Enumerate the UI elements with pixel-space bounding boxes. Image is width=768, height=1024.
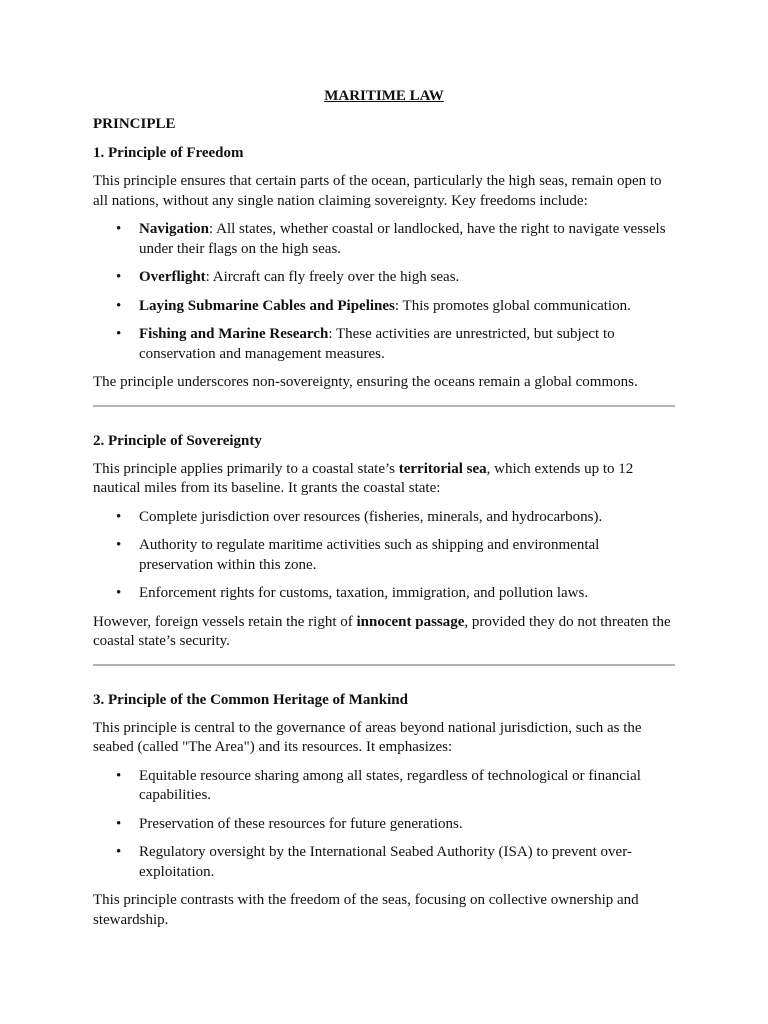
list-item: [93, 536, 675, 575]
section-principle-of-sovereignty: [93, 431, 675, 652]
section-intro: [93, 460, 675, 499]
list-item-text: Complete jurisdiction over resources (fisheries, minerals, and hydrocarbons).: [139, 508, 603, 525]
list-item: [93, 268, 675, 288]
list-item-text: : This promotes global communication.: [394, 297, 631, 314]
list-item-text: Equitable resource sharing among all states, regardless of technological or financial capabilities.: [139, 767, 641, 803]
intro-text: This principle applies primarily to a coastal state’s: [93, 460, 399, 477]
section-common-heritage: [93, 690, 675, 931]
section-conclusion: The principle underscores non-sovereignty, ensuring the oceans remain a global commons.: [93, 374, 638, 390]
section-conclusion: This principle contrasts with the freedom of the seas, focusing on collective ownership and stewardship.: [93, 892, 639, 928]
intro-text: , which extends up to 12 nautical miles from its baseline. It grants the coastal state:: [93, 460, 634, 496]
section-label: PRINCIPLE: [93, 116, 176, 132]
section-heading: 1. Principle of Freedom: [93, 145, 244, 161]
section-heading: 3. Principle of the Common Heritage of Mankind: [93, 691, 408, 708]
list-item-text: : All states, whether coastal or landlocked, have the right to navigate vessels under their flags on the high seas.: [139, 221, 666, 257]
list-item: [93, 297, 675, 317]
bullet-icon: •: [116, 508, 122, 525]
list-item: [93, 220, 675, 259]
list-item-term: Fishing and Marine Research: [139, 326, 329, 342]
conclusion-text: , provided they do not threaten the coastal state’s security.: [93, 613, 671, 649]
bullet-list: [93, 220, 675, 364]
bullet-icon: •: [116, 815, 122, 832]
list-item-term: Laying Submarine Cables and Pipelines: [139, 297, 395, 314]
bullet-icon: •: [116, 326, 122, 342]
conclusion-text: However, foreign vessels retain the right of: [93, 613, 357, 630]
list-item: [93, 767, 675, 806]
list-item-text: : Aircraft can fly freely over the high seas.: [205, 269, 460, 285]
list-item-term: Navigation: [139, 221, 210, 237]
document-title: MARITIME LAW: [324, 88, 444, 104]
bullet-list: [93, 767, 675, 883]
bullet-icon: •: [116, 269, 122, 285]
conclusion-term: innocent passage: [356, 613, 465, 630]
bullet-list: [93, 508, 675, 604]
section-divider: [93, 664, 675, 666]
bullet-icon: •: [116, 767, 122, 784]
section-intro: This principle ensures that certain parts of the ocean, particularly the high seas, remain open to all nations, without any single nation claiming sovereignty. Key freedoms include:: [93, 173, 662, 209]
list-item: [93, 508, 675, 528]
section-intro: This principle is central to the governance of areas beyond national jurisdiction, such as the seabed (called "The Area") and its resources. It emphasizes:: [93, 719, 642, 755]
bullet-icon: •: [116, 844, 122, 860]
list-item-text: Authority to regulate maritime activities such as shipping and environmental preservation within this zone.: [139, 537, 600, 573]
section-divider: [93, 405, 675, 407]
bullet-icon: •: [116, 585, 122, 601]
list-item: [93, 584, 675, 604]
intro-term: territorial sea: [398, 460, 487, 477]
list-item: [93, 843, 675, 882]
list-item: [93, 815, 675, 835]
bullet-icon: •: [116, 221, 122, 237]
bullet-icon: •: [116, 297, 122, 314]
bullet-icon: •: [116, 537, 122, 553]
list-item-text: Regulatory oversight by the International Seabed Authority (ISA) to prevent over-exploitation.: [139, 844, 632, 880]
list-item-text: : These activities are unrestricted, but subject to conservation and management measures.: [139, 326, 615, 362]
list-item: [93, 325, 675, 364]
list-item-term: Overflight: [139, 269, 206, 285]
section-heading: 2. Principle of Sovereignty: [93, 432, 262, 449]
section-principle-of-freedom: [93, 143, 675, 393]
list-item-text: Enforcement rights for customs, taxation, immigration, and pollution laws.: [139, 585, 589, 601]
section-conclusion: [93, 613, 675, 652]
document-page: [93, 86, 675, 939]
list-item-text: Preservation of these resources for future generations.: [139, 815, 463, 832]
